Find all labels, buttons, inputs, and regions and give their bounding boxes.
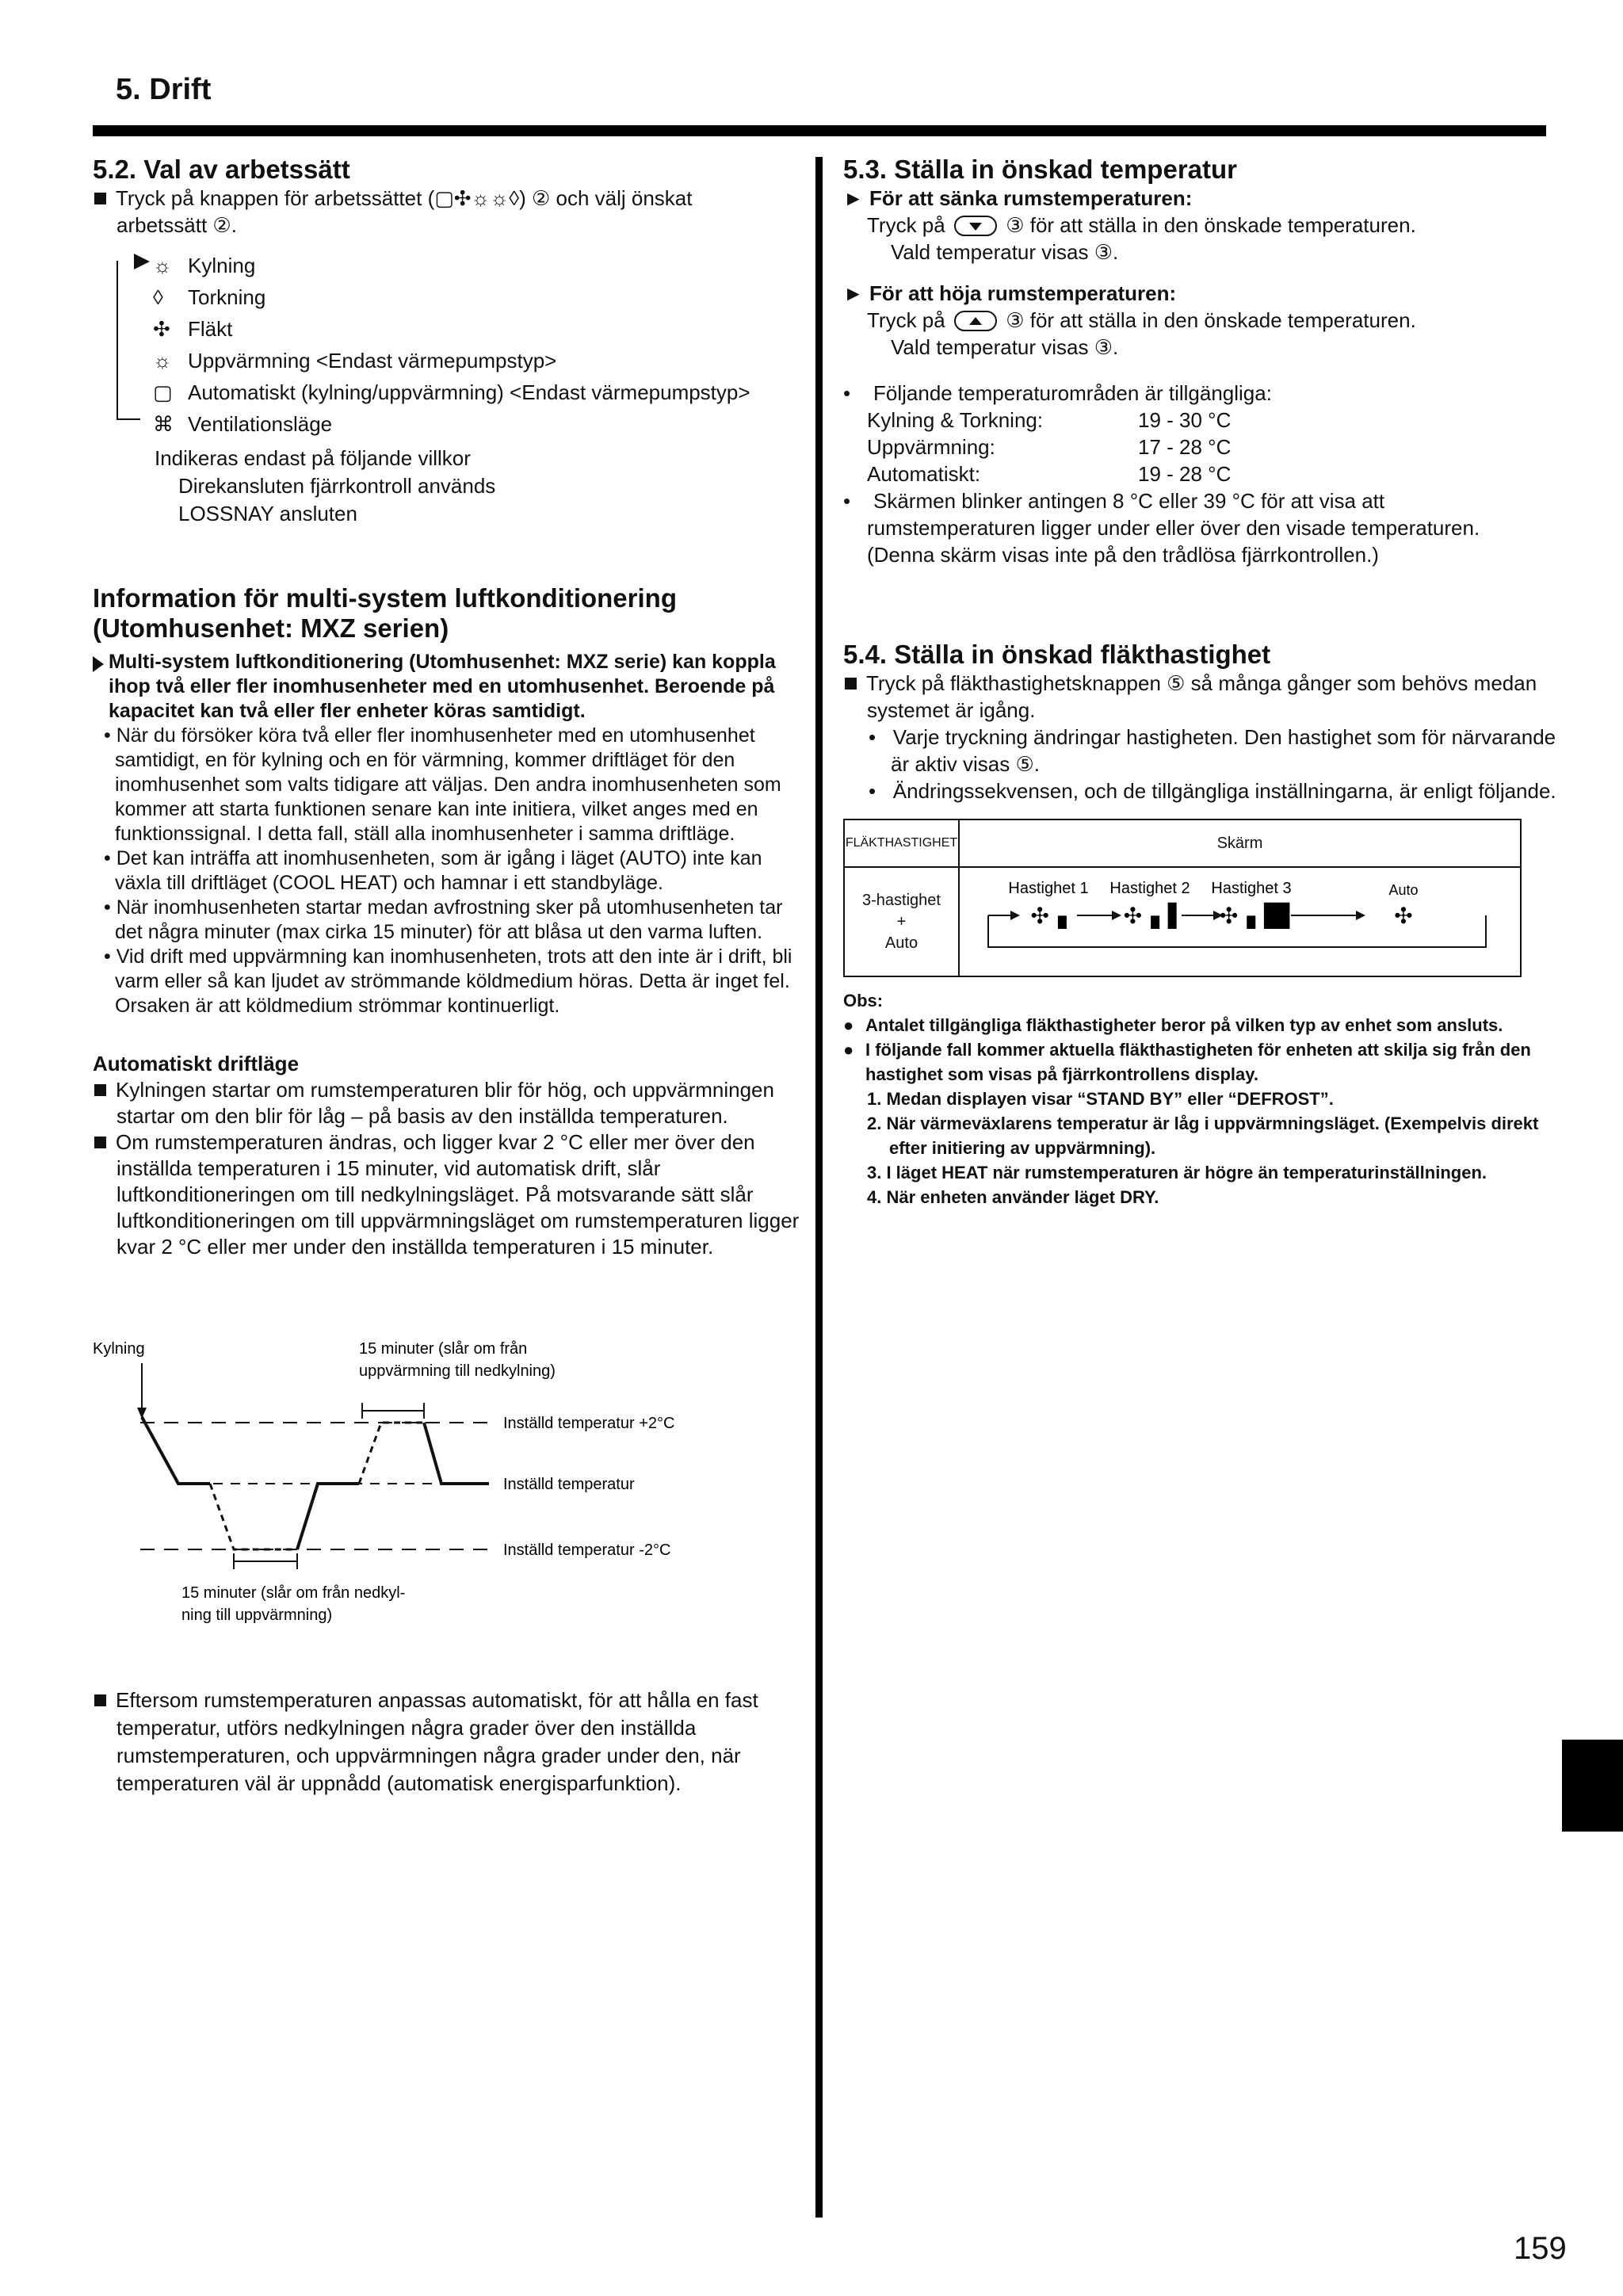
mode-cycle-arrow-icon: [134, 254, 150, 269]
list-item: 1. Medan displayen visar “STAND BY” eller “DEFROST”.: [867, 1089, 1334, 1109]
multi-system-info: [93, 583, 802, 1018]
fan-speed-3-icon: ✣▗▐█: [1219, 903, 1290, 929]
list-item: • När inomhusenheten startar medan avfrostning sker på utomhusenheten tar det några minuter (max cirka 15 minuter) för att blåsa ut den varma luften.: [104, 896, 783, 943]
mode-item-fan: ✣ Fläkt: [153, 317, 233, 341]
diagram-label-15-top: 15 minuter (slår om från: [359, 1340, 528, 1358]
temperature-switch-diagram: [93, 1331, 790, 1633]
cooling-curve-1: [142, 1417, 210, 1484]
cooling-pointer-arrow-icon: [137, 1408, 147, 1419]
drift-down-dotted: [210, 1484, 297, 1549]
header-rule: [93, 125, 1546, 136]
diagram-label-minus2: Inställd temperatur -2°C: [503, 1541, 671, 1559]
fan-speed-sequence-graphic: [960, 868, 1518, 974]
auto-mode-title: Automatiskt driftläge: [93, 1052, 300, 1075]
svg-text:uppvärmning till nedkylning): uppvärmning till nedkylning): [359, 1362, 556, 1380]
speed-label-auto: Auto: [1388, 882, 1419, 898]
notes-title: Obs:: [843, 991, 884, 1010]
list-item: 3. I läget HEAT när rumstemperaturen är högre än temperaturinställningen.: [867, 1163, 1487, 1182]
square-bullet-icon: [94, 193, 106, 204]
mode-item-cooling: ☼ Kylning: [153, 254, 256, 277]
auto-mode-diagram: [93, 1331, 790, 1633]
lower-temp-display: Vald temperatur visas ③.: [891, 240, 1119, 264]
section-5-2-title: 5.2. Val av arbetssätt: [93, 155, 350, 184]
multi-system-lead: Multi-system luftkonditionering (Utomhusenhet: MXZ serie) kan koppla ihop två eller fler inomhusenheter med en utomhusenhet. Beroende på kapacitet kan två eller fler enheter köras samtidigt.: [93, 650, 802, 724]
drift-up-dotted: [359, 1423, 424, 1484]
speed-label-3: Hastighet 3: [1211, 880, 1292, 897]
energy-saving-note: Eftersom rumstemperaturen anpassas automatiskt, för att hålla en fast temperatur, utförs nedkylningen några grader över den inställda rumstemperaturen, och uppvärmningen några grader under den, när temperaturen väl är uppnådd (automatisk energisparfunktion).: [93, 1687, 814, 1797]
display-column-header: Skärm: [960, 820, 1520, 868]
mode-cycle-bracket: [116, 261, 140, 420]
list-item: ● Antalet tillgängliga fläkthastigheter beror på vilken typ av enhet som ansluts.: [843, 1013, 1556, 1037]
auto-mode-icon: ▢: [153, 380, 173, 404]
list-item: • Följande temperaturområden är tillgängliga:: [843, 381, 1272, 405]
mode-item-drying: ◊ Torkning: [153, 285, 266, 309]
list-item: 4. När enheten använder läget DRY.: [867, 1187, 1159, 1207]
speed-label-2: Hastighet 2: [1109, 880, 1190, 897]
list-item: ● I följande fall kommer aktuella fläkthastigheten för enheten att skilja sig från den hastighet som visas på fjärrkontrollens display.: [843, 1037, 1556, 1087]
fan-speed-section: [843, 640, 1556, 1209]
fan-speed-column-header: FLÄKTHASTIGHET: [845, 820, 960, 868]
language-tab-marker: [1562, 1740, 1623, 1832]
lower-temp-step: Tryck på ③ för att ställa in den önskade temperaturen.: [867, 213, 1416, 237]
fan-speed-table: [843, 819, 1522, 977]
list-item: • Skärmen blinker antingen 8 °C eller 39 °C för att visa att rumstemperaturen ligger under eller över den visade temperaturen.: [843, 489, 1480, 540]
sequence-arrow-icon: [1010, 911, 1020, 920]
list-item: • Det kan inträffa att inomhusenheten, som är igång i läget (AUTO) inte kan växla till driftläget (COOL HEAT) och hamnar i ett standbyläge.: [104, 847, 762, 894]
range-row: Kylning & Torkning: 19 - 30 °C: [867, 408, 1232, 432]
raise-temp-heading: ► För att höja rumstemperaturen:: [843, 281, 1177, 305]
mode-intro: Tryck på knappen för arbetssättet (▢✣☼☼◊) ② och välj önskat: [93, 185, 802, 212]
mode-item-ventilation: ⌘ Ventilationsläge: [153, 412, 333, 436]
sequence-arrow-icon: [1356, 911, 1365, 920]
lower-temp-heading: ► För att sänka rumstemperaturen:: [843, 186, 1193, 210]
mode-item-heating: ☼ Uppvärmning <Endast värmepumpstyp>: [153, 349, 557, 372]
sequence-arrow-icon: [1112, 911, 1121, 920]
mode-intro-cont: arbetssätt ②.: [116, 213, 237, 237]
fan-speed-2-icon: ✣▗▐: [1123, 903, 1177, 929]
page-number: 159: [1514, 2231, 1567, 2266]
fan-speed-1-icon: ✣▗: [1030, 903, 1067, 929]
range-row: Automatiskt: 19 - 28 °C: [867, 462, 1232, 486]
list-item: • Ändringssekvensen, och de tillgängliga inställningarna, är enligt följande.: [869, 779, 1556, 803]
column-divider: [815, 157, 823, 2218]
list-item: Om rumstemperaturen ändras, och ligger kvar 2 °C eller mer över den inställda temperaturen i 15 minuter, vid automatisk drift, slår luftkonditioneringen om till nedkylningsläget. På motsvarande sätt slår luftkonditioneringen om till uppvärmningsläget om rumstemperaturen ligger kvar 2 °C eller mer under den inställda temperaturen i 15 minuter.: [93, 1129, 802, 1260]
wireless-note: (Denna skärm visas inte på den trådlösa fjärrkontrollen.): [867, 543, 1379, 567]
svg-text:ning till uppvärmning): ning till uppvärmning): [181, 1606, 333, 1624]
cooling-icon: ☼: [153, 254, 172, 277]
square-bullet-icon: [94, 1137, 106, 1148]
down-arrow-button-icon: [954, 216, 997, 236]
diagram-label-set: Inställd temperatur: [503, 1476, 635, 1493]
fan-speed-sequence: [960, 868, 1520, 976]
multi-system-title: Information för multi-system luftkonditionering (Utomhusenhet: MXZ serien): [93, 583, 677, 643]
fan-auto-icon: ✣: [1394, 903, 1413, 929]
cooling-curve-2: [424, 1423, 489, 1484]
mode-icons-inline: ▢✣☼☼◊: [434, 186, 520, 210]
range-row: Uppvärmning: 17 - 28 °C: [867, 435, 1232, 459]
notes: [843, 988, 1556, 1209]
mode-list: [116, 250, 802, 440]
chapter-title: 5. Drift: [116, 73, 212, 106]
diagram-label-plus2: Inställd temperatur +2°C: [503, 1415, 675, 1432]
fan-speed-type: 3-hastighet + Auto: [845, 868, 960, 976]
diagram-label-cooling: Kylning: [93, 1340, 145, 1358]
fan-intro: Tryck på fläkthastighetsknappen ⑤ så många gånger som behövs medan systemet är igång.: [843, 670, 1556, 724]
square-bullet-icon: [845, 678, 857, 690]
left-column: [93, 155, 802, 1260]
up-arrow-button-icon: [954, 311, 997, 331]
ventilation-icon: ⌘: [153, 412, 174, 436]
section-5-4-title: 5.4. Ställa in önskad fläkthastighet: [843, 640, 1271, 669]
square-bullet-icon: [94, 1084, 106, 1096]
raise-temp-step: Tryck på ③ för att ställa in den önskade temperaturen.: [867, 308, 1416, 332]
square-bullet-icon: [94, 1694, 106, 1706]
temperature-ranges: [843, 380, 1556, 568]
speed-label-1: Hastighet 1: [1008, 880, 1089, 897]
heating-curve: [297, 1484, 359, 1549]
fan-icon: ✣: [153, 317, 170, 341]
drop-icon: ◊: [153, 285, 163, 309]
sun-icon: ☼: [153, 349, 172, 372]
list-item: Kylningen startar om rumstemperaturen blir för hög, och uppvärmningen startar om den blir för låg – på basis av den inställda temperaturen.: [93, 1077, 802, 1129]
list-item: • Vid drift med uppvärmning kan inomhusenheten, trots att den inte är i drift, bli varm eller så kan ljudet av strömmande köldmedium höras. Detta är inget fel. Orsaken är att köldmedium strömmar kontinuerligt.: [104, 946, 792, 1017]
ventilation-condition-note: Indikeras endast på följande villkor Direkansluten fjärrkontroll används LOSSNAY ansluten: [155, 446, 496, 525]
mode-item-auto: ▢ Automatiskt (kylning/uppvärmning) <Endast värmepumpstyp>: [153, 380, 750, 404]
right-column: [843, 155, 1556, 1209]
list-item: • Varje tryckning ändringar hastigheten. Den hastighet som för närvarande är aktiv visas ⑤.: [869, 725, 1556, 776]
section-5-3-title: 5.3. Ställa in önskad temperatur: [843, 155, 1237, 184]
raise-temp-display: Vald temperatur visas ③.: [891, 335, 1119, 359]
diagram-label-15-bottom: 15 minuter (slår om från nedkyl-: [181, 1584, 406, 1602]
multi-system-notes: [93, 724, 802, 1018]
list-item: 2. När värmeväxlarens temperatur är låg i uppvärmningsläget. (Exempelvis direkt efter initiering av uppvärmning).: [867, 1114, 1539, 1158]
list-item: • När du försöker köra två eller fler inomhusenheter med en utomhusenhet samtidigt, en för kylning och en för värmning, kommer driftläget för den inomhusenhet som valts tidigare att väljas. Den andra inomhusenheten som kommer att starta funktionen senare kan inte initiera, vilket anges med en funktionssignal. I detta fall, ställ alla inomhusenheter i samma driftläge.: [104, 724, 781, 845]
